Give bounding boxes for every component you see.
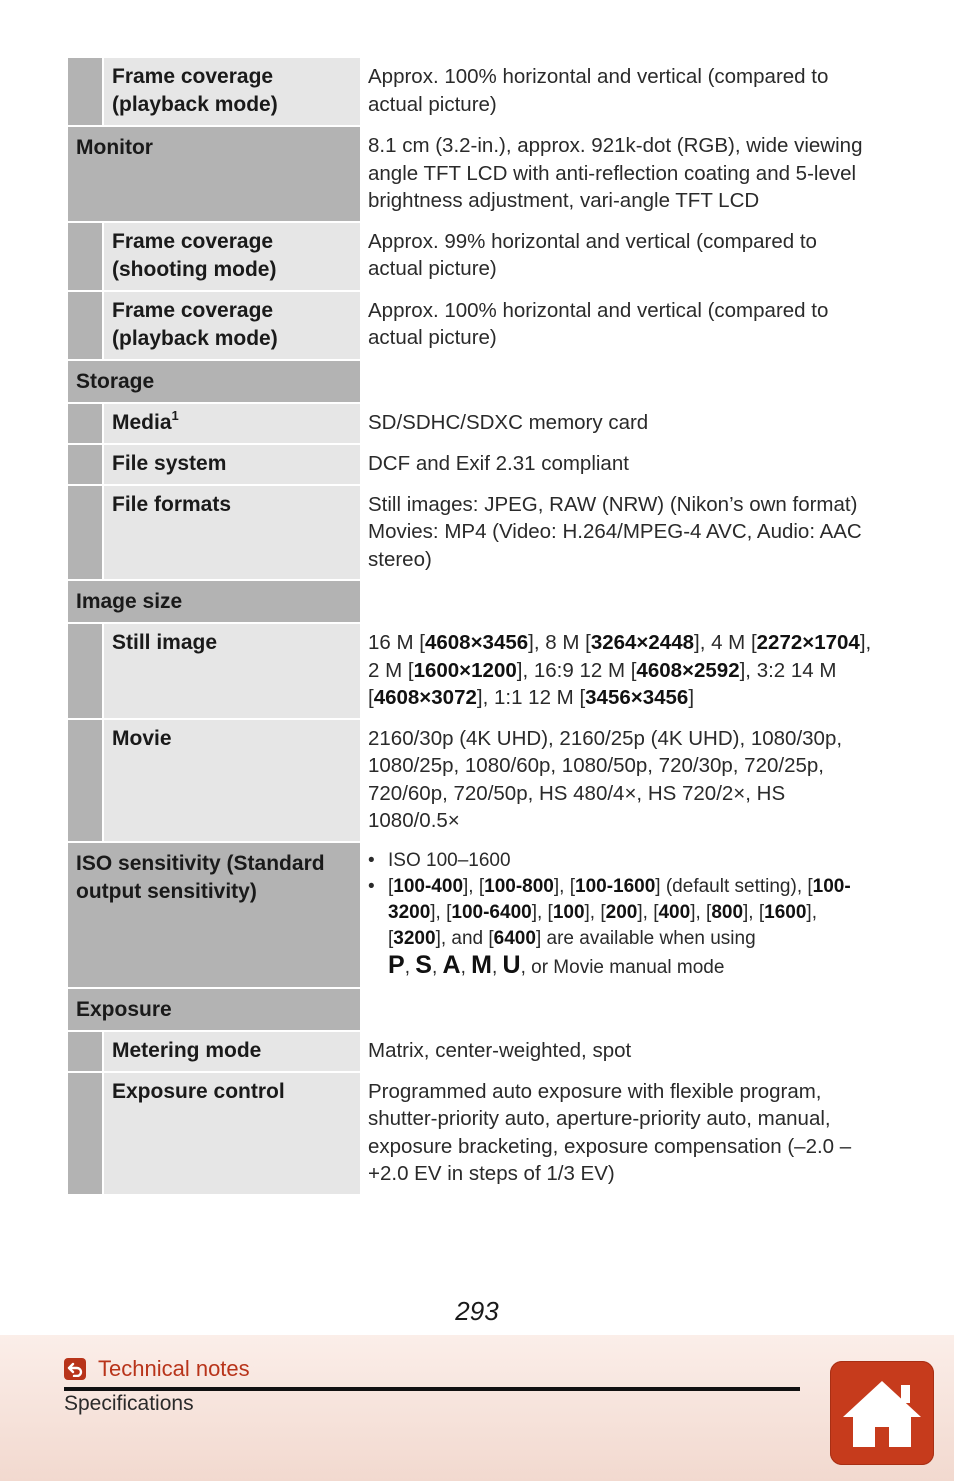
row-value: Approx. 100% horizontal and vertical (compared to actual picture) [368,298,829,349]
return-arrow-icon [64,1358,86,1380]
table-row [68,223,884,292]
table-row [68,581,884,624]
mode-m-icon: M [471,950,492,979]
row-value: 2160/30p (4K UHD), 2160/25p (4K UHD), 1080/30p, 1080/25p, 1080/60p, 1080/50p, 720/30p, 720/25p, 720/60p, 720/50p, HS 480/4×, HS 720/2×, HS 1080/0.5× [368,726,843,832]
row-label: Frame coverage (playback mode) [104,58,360,125]
row-value: Approx. 99% horizontal and vertical (compared to actual picture) [368,229,817,280]
mode-p-icon: P [388,950,405,979]
footnote-marker: 1 [171,407,179,423]
row-label: Movie [104,720,360,841]
footer-divider [64,1387,800,1391]
row-label: Still image [104,624,360,718]
category-label: Monitor [68,127,360,221]
section-label: Technical notes [98,1356,250,1381]
row-value: Matrix, center-weighted, spot [368,1038,632,1062]
category-label: Exposure [68,989,360,1030]
row-value: 16 M [4608×3456], 8 M [3264×2448], 4 M [2272×1704], 2 M [1600×1200], 16:9 12 M [4608×2592], 3:2 14 M [4608×3072], 1:1 12 M [3456×3456] [368,631,872,709]
home-button[interactable] [830,1361,934,1465]
mode-a-icon: A [442,950,461,979]
table-row [68,404,884,445]
table-row [68,486,884,582]
row-label: Exposure control [104,1073,360,1194]
table-row [68,292,884,361]
row-value-empty [360,581,884,622]
row-label: Metering mode [104,1032,360,1071]
table-row [68,127,884,223]
table-row [68,1073,884,1196]
row-value: SD/SDHC/SDXC memory card [368,410,649,434]
subsection-label: Specifications [64,1392,194,1415]
row-value-empty [360,361,884,402]
table-row [68,58,884,127]
row-label: Media$^1$ [104,404,360,443]
spec-table [68,58,884,1196]
mode-u-icon: U [502,950,521,979]
row-value: Approx. 100% horizontal and vertical (compared to actual picture) [368,65,829,116]
row-label: Frame coverage (playback mode) [104,292,360,359]
row-value-empty [360,989,884,1030]
row-value: 8.1 cm (3.2-in.), approx. 921k-dot (RGB), wide viewing angle TFT LCD with anti-reflection coating and 5-level brightness adjustment, vari-angle TFT LCD [368,134,863,212]
row-value [360,843,884,987]
row-label: File system [104,445,360,484]
category-label: ISO sensitivity (Standard output sensitivity) [68,843,360,987]
table-row [68,989,884,1032]
home-icon [839,1377,925,1449]
mode-s-icon: S [415,950,432,979]
table-row [68,624,884,720]
table-row [68,720,884,843]
table-row [68,445,884,486]
table-row [68,361,884,404]
row-value: Programmed auto exposure with flexible program, shutter-priority auto, aperture-priority auto, manual, exposure bracketing, exposure compensation (–2.0 – +2.0 EV in steps of 1/3 EV) [368,1079,852,1185]
section-link[interactable] [64,1356,250,1382]
table-row [68,1032,884,1073]
row-value: DCF and Exif 2.31 compliant [368,451,629,475]
category-label: Storage [68,361,360,402]
row-label: Frame coverage (shooting mode) [104,223,360,290]
category-label: Image size [68,581,360,622]
row-label: File formats [104,486,360,580]
table-row [68,843,884,989]
row-value: Still images: JPEG, RAW (NRW) (Nikon’s own format) Movies: MP4 (Video: H.264/MPEG-4 AVC, Audio: AAC stereo) [368,492,862,571]
page-number: 293 [455,1296,499,1326]
list-item: • [100-400], [100-800], [100-1600] (default setting), [100-3200], [100-6400], [100], [200], [400], [800], [1600], [3200], and [6400] are available when using P, S, A, M, U, or Movie manual mode [368,874,876,981]
list-item: • ISO 100–1600 [368,848,876,874]
